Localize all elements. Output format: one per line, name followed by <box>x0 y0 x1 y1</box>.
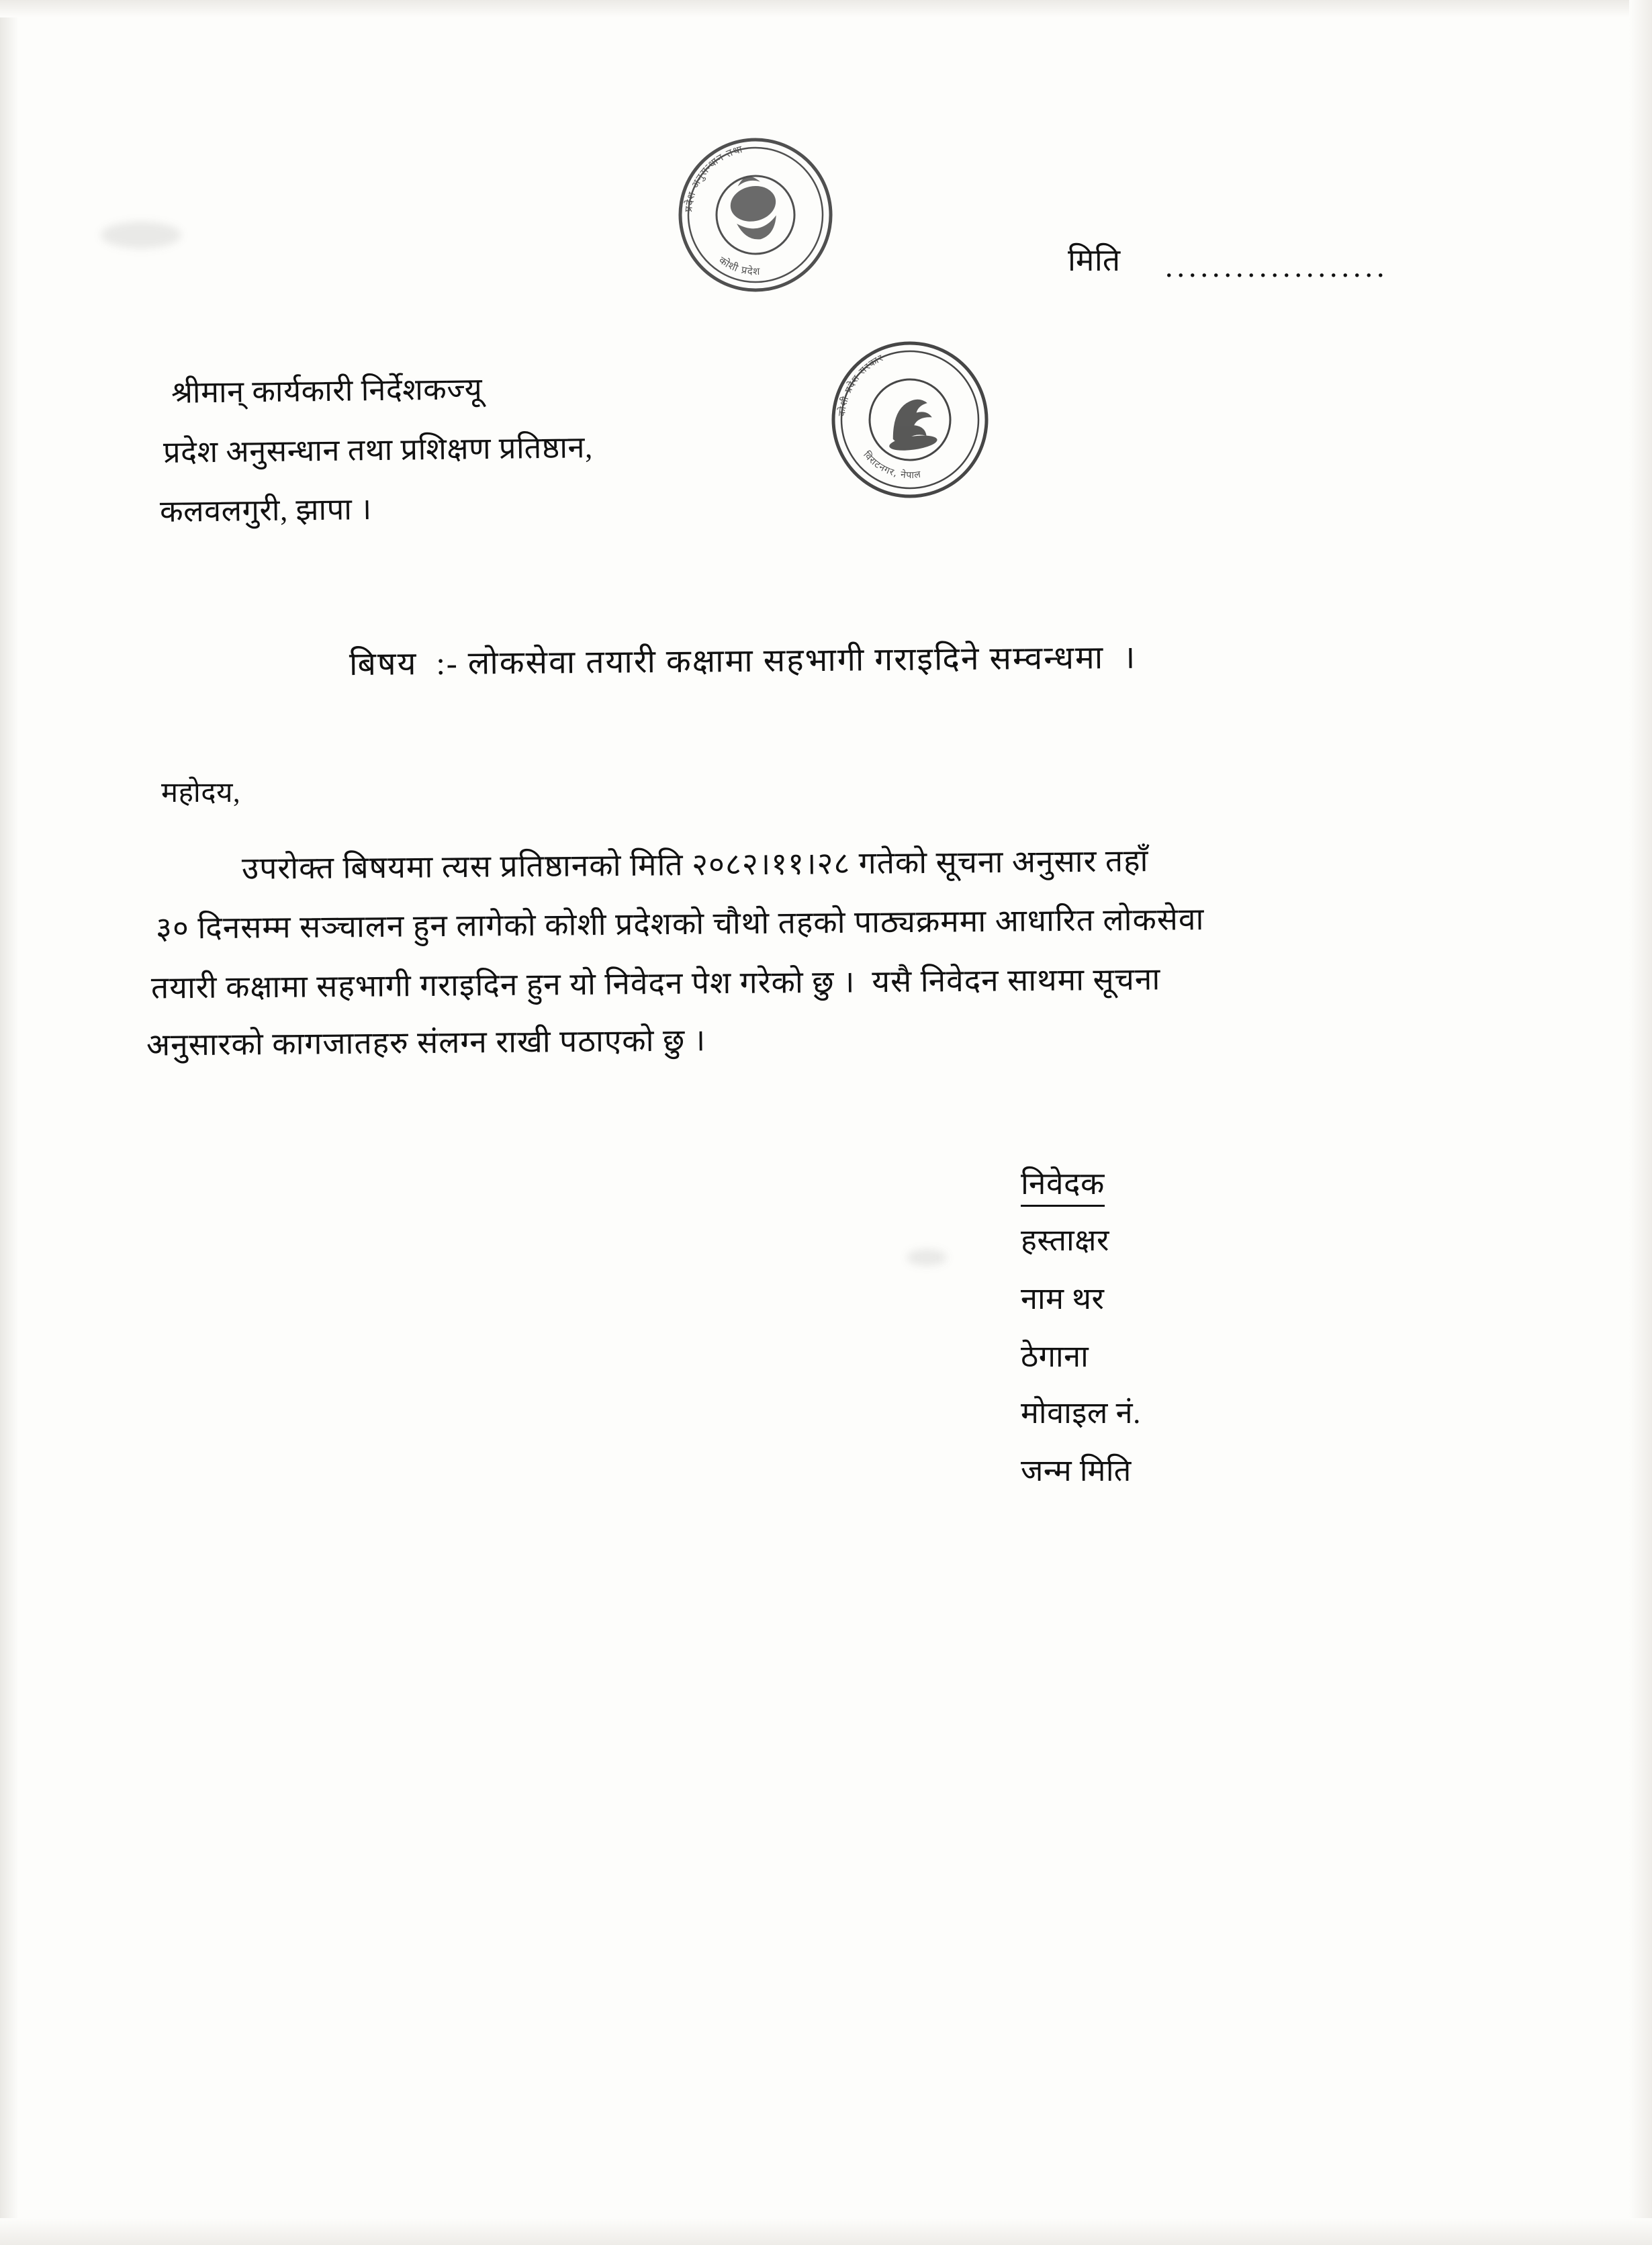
signature-field-mobile: मोवाइल नं. <box>1021 1396 1141 1430</box>
svg-text:कोशी प्रदेश सरकार: कोशी प्रदेश सरकार <box>836 353 886 417</box>
salutation: महोदय, <box>161 778 240 809</box>
scan-smudge <box>101 222 181 248</box>
svg-text:प्रदेश अनुसन्धान तथा: प्रदेश अनुसन्धान तथा <box>682 142 745 213</box>
addressee-line-2: प्रदेश अनुसन्धान तथा प्रशिक्षण प्रतिष्ठान, <box>163 430 593 469</box>
date-value-blank[interactable]: ................... <box>1165 249 1389 283</box>
addressee-line-1: श्रीमान् कार्यकारी निर्देशकज्यू <box>171 372 483 410</box>
body-line-1: उपरोक्त बिषयमा त्यस प्रतिष्ठानको मिति २०८२।११।२८ गतेको सूचना अनुसार तहाँ <box>241 843 1149 886</box>
scan-edge-top <box>0 0 1652 17</box>
scan-edge-bottom <box>0 2218 1652 2245</box>
svg-text:विराटनगर, नेपाल: विराटनगर, नेपाल <box>861 449 922 482</box>
signature-field-dob: जन्म मिति <box>1021 1454 1132 1487</box>
signature-field-address: ठेगाना <box>1021 1340 1089 1373</box>
signature-field-signature: हस्ताक्षर <box>1021 1224 1109 1257</box>
round-government-stamp-lower-icon <box>815 325 1005 514</box>
scan-smudge <box>907 1249 947 1266</box>
round-office-stamp-upper-icon <box>656 116 856 315</box>
scan-edge-right <box>1629 0 1652 2245</box>
svg-text:कोशी प्रदेश: कोशी प्रदेश <box>717 254 761 278</box>
addressee-line-3: कलवलगुरी, झापा । <box>159 492 372 529</box>
body-line-3: तयारी कक्षामा सहभागी गराइदिन हुन यो निवेदन पेश गरेको छु । यसै निवेदन साथमा सूचना <box>150 962 1161 1005</box>
signature-field-name: नाम थर <box>1021 1282 1105 1316</box>
body-line-2: ३० दिनसम्म सञ्चालन हुन लागेको कोशी प्रदेशको चौथो तहको पाठ्यक्रममा आधारित लोकसेवा <box>155 902 1205 946</box>
scan-edge-left <box>0 0 19 2245</box>
subject-line: बिषय :- लोकसेवा तयारी कक्षामा सहभागी गराइदिने सम्वन्धमा । <box>349 639 1137 683</box>
body-line-4: अनुसारको कागजातहरु संलग्न राखी पठाएको छु । <box>146 1023 706 1062</box>
date-label: मिति <box>1068 243 1121 277</box>
signature-block-title: निवेदक <box>1021 1162 1105 1207</box>
